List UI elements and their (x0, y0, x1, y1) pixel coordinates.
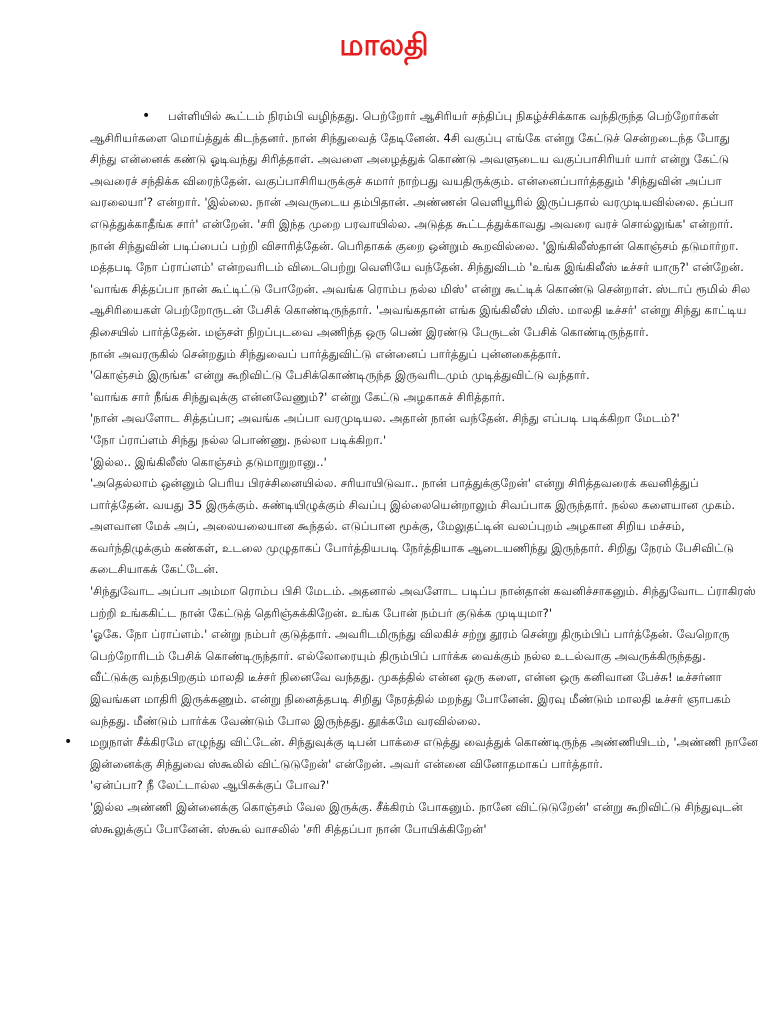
paragraph: 'இல்ல.. இங்கிலீஸ் கொஞ்சம் தடுமாறுறானு..' (90, 454, 327, 469)
paragraph: 'நான் அவளோட சித்தப்பா; அவங்க அப்பா வரமுடியல. அதான் நான் வந்தேன். சிந்து எப்படி படிக்கிறா மேடம்?' (90, 411, 680, 426)
paragraph-text: மறுநாள் சீக்கிரமே எழுந்து விட்டேன். சிந்துவுக்கு டிபன் பாக்சை எடுத்து வைத்துக் கொண்டிருந்த அண்ணியிடம், 'அண்ணி நானே இன்னைக்கு சிந்துவை ஸ்கூலில் விட்டுடுறேன்' என்றேன். அவர் என்னை வினோதமாகப் பார்த்தார். (90, 735, 759, 771)
paragraph: 'அதெல்லாம் ஒன்னும் பெரிய பிரச்சினையில்ல. சரியாயிடுவா.. நான் பாத்துக்குறேன்' என்று சிரித்தவரைக் கவனித்துப் பார்த்தேன். வயது 35 இருக்கும். சுண்டியிழுக்கும் சிவப்பு இல்லையென்றாலும் சிவப்பாக இருந்தார். நல்ல களையான முகம். அளவான மேக் அப், அலையலையான கூந்தல். எடுப்பான மூக்கு, மேலுதட்டின் வலப்புறம் அழகான சிறிய மச்சம், கவர்ந்திழுக்கும் கண்கள், உடலை முழுதாகப் போர்த்தியபடி நேர்த்தியாக ஆடையணிந்து இருந்தார். சிறிது நேரம் பேசிவிட்டு கடைசியாகக் கேட்டேன். (90, 476, 736, 577)
story-body (64, 106, 760, 840)
paragraph: 'சிந்துவோட அப்பா அம்மா ரொம்ப பிசி மேடம். அதனால் அவளோட படிப்ப நான்தான் கவனிச்சாகனும். சிந்துவோட ப்ராகிரஸ் பற்றி உங்ககிட்ட நான் கேட்டுத் தெரிஞ்சுக்கிறேன். உங்க போன் நம்பர் குடுக்க முடியுமா?' (90, 584, 756, 620)
paragraph: 'நோ ப்ராப்ளம் சிந்து நல்ல பொண்ணு. நல்லா படிக்கிறா.' (90, 432, 387, 447)
paragraph: 'இல்ல அண்ணி இன்னைக்கு கொஞ்சம் வேல இருக்கு. சீக்கிரம் போகனும். நானே விட்டுடுறேன்' என்று கூறிவிட்டு சிந்துவுடன் ஸ்கூலுக்குப் போனேன். ஸ்கூல் வாசலில் 'சரி சித்தப்பா நான் போயிக்கிறேன்' (90, 800, 743, 836)
paragraph: 'வாங்க சார் நீங்க சிந்துவுக்கு என்னவேணும்?' என்று கேட்டு அழகாகச் சிரித்தார். (90, 389, 506, 404)
paragraph: 'கொஞ்சம் இருங்க' என்று கூறிவிட்டு பேசிக்கொண்டிருந்த இருவரிடமும் முடித்துவிட்டு வந்தார். (90, 368, 590, 383)
paragraph: 'ஏன்ப்பா? நீ லேட்டால்ல ஆபிசுக்குப் போவ?' (90, 778, 330, 793)
paragraph (90, 106, 760, 344)
paragraph (64, 732, 760, 775)
paragraph: வீட்டுக்கு வந்தபிறகும் மாலதி டீச்சர் நினைவே வந்தது. முகத்தில் என்ன ஒரு களை, என்ன ஒரு கனிவான பேச்சு! டீச்சர்னா இவங்கள மாதிரி இருக்கணும். என்று நினைத்தபடி சிறிது நேரத்தில் மறந்து போனேன். இரவு மீண்டும் மாலதி டீச்சர் ஞாபகம் வந்தது. மீண்டும் பார்க்க வேண்டும் போல இருந்தது. தூக்கமே வரவில்லை. (90, 670, 731, 728)
document-title: மாலதி (339, 28, 429, 63)
paragraph: நான் அவரருகில் சென்றதும் சிந்துவைப் பார்த்துவிட்டு என்னைப் பார்த்துப் புன்னகைத்தார். (90, 346, 562, 361)
paragraph-text: பள்ளியில் கூட்டம் நிரம்பி வழிந்தது. பெற்றோர் ஆசிரியர் சந்திப்பு நிகழ்ச்சிக்காக வந்திருந்த பெற்றோர்கள் ஆசிரியர்களை மொய்த்துக் கிடந்தனர். நான் சிந்துவைத் தேடினேன். 4சி வகுப்பு எங்கே என்று கேட்டுச் சென்றடைந்த போது சிந்து என்னைக் கண்டு ஓடிவந்து சிரித்தாள். அவளை அழைத்துக் கொண்டு அவளுடைய வகுப்பாசிரியர் யார் என்று கேட்டு அவரைச் சந்திக்க விரைந்தேன். வகுப்பாசிரியருக்குச் சுமார் நாற்பது வயதிருக்கும். என்னைப்பார்த்ததும் 'சிந்துவின் அப்பா வரலையா'? என்றார். 'இல்லை. நான் அவருடைய தம்பிதான். அண்ணன் வெளியூரில் இருப்பதால் வரமுடியவில்லை. தப்பா எடுத்துக்காதீங்க சார்' என்றேன். 'சரி இந்த முறை பரவாயில்ல. அடுத்த கூட்டத்துக்காவது அவரை வரச் சொல்லுங்க' என்றார். நான் சிந்துவின் படிப்பைப் பற்றி விசாரித்தேன். பெரிதாகக் குறை ஒன்றும் கூறவில்லை. 'இங்கிலீஸ்தான் கொஞ்சம் தடுமார்றா. மத்தபடி நோ ப்ராப்ளம்' என்றவரிடம் விடைபெற்று வெளியே வந்தேன். சிந்துவிடம் 'உங்க இங்கிலீஸ் டீச்சர் யாரு?' என்றேன். 'வாங்க சித்தப்பா நான் கூட்டிட்டு போறேன். அவங்க ரொம்ப நல்ல மிஸ்' என்று கூட்டிக் கொண்டு சென்றாள். ஸ்டாப் ரூமில் சில ஆசிரியைகள் பெற்றோருடன் பேசிக் கொண்டிருந்தார். 'அவங்கதான் எங்க இங்கிலீஸ் மிஸ். மாலதி டீச்சர்' என்று சிந்து காட்டிய திசையில் பார்த்தேன். மஞ்சள் நிறப்புடவை அணிந்த ஒரு பெண் இரண்டு பேருடன் பேசிக் கொண்டிருந்தார். (90, 109, 751, 339)
bullet-icon: • (64, 734, 73, 751)
paragraph: 'ஓகே. நோ ப்ராப்ளம்.' என்று நம்பர் குடுத்தார். அவரிடமிருந்து விலகிச் சற்று தூரம் சென்று திரும்பிப் பார்த்தேன். வேறொரு பெற்றோரிடம் பேசிக் கொண்டிருந்தார். எல்லோரையும் திரும்பிப் பார்க்க வைக்கும் நல்ல உடல்வாகு அவருக்கிருந்தது. (90, 627, 730, 663)
bullet-icon: • (142, 108, 151, 124)
